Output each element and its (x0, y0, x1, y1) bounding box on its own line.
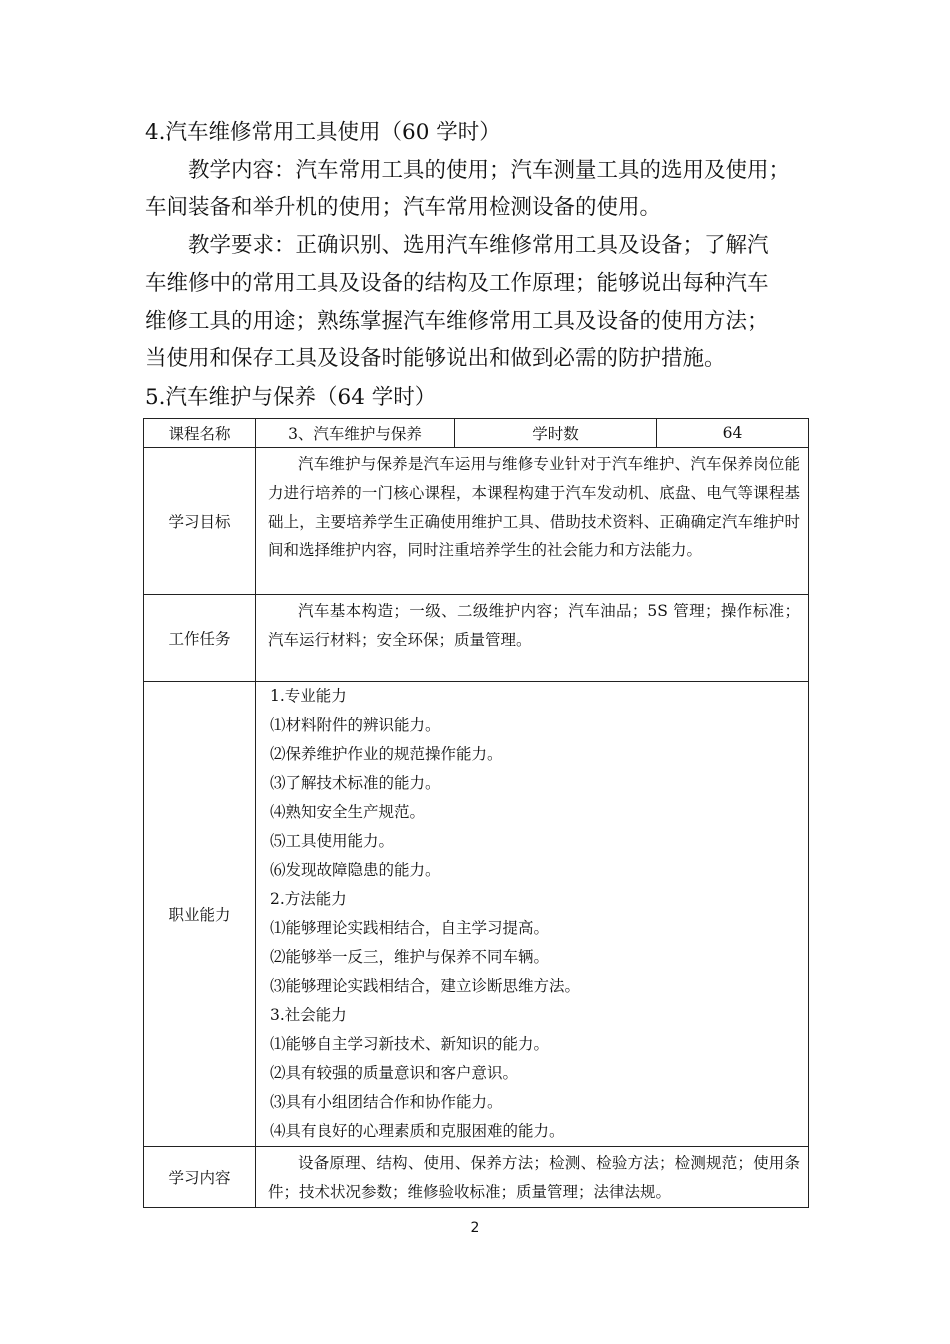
tasks-text: 汽车基本构造；一级、二级维护内容；汽车油品；5S 管理；操作标准；汽车运行材料；安全环保；质量管理。 (268, 602, 800, 649)
section-4-title: 4.汽车维修常用工具使用（60 学时） (145, 120, 501, 145)
section-4-requirement-line: 教学要求：正确识别、选用汽车维修常用工具及设备；了解汽 (188, 233, 769, 259)
objective-text: 汽车维护与保养是汽车运用与维修专业针对于汽车维护、汽车保养岗位能力进行培养的一门核心课程，本课程构建于汽车发动机、底盘、电气等课程基础上，主要培养学生正确使用维护工具、借助技术资料、正确确定汽车维护时间和选择维护内容，同时注重培养学生的社会能力和方法能力。 (268, 455, 800, 560)
list-item: ⑵具有较强的质量意识和客户意识。 (270, 1064, 519, 1082)
section-4-requirement-line: 维修工具的用途；熟练掌握汽车维修常用工具及设备的使用方法； (145, 308, 769, 334)
objective-label: 学习目标 (144, 448, 256, 595)
section-4-content-line: 车间装备和举升机的使用；汽车常用检测设备的使用。 (145, 195, 662, 221)
course-name-value: 3、汽车维护与保养 (256, 419, 455, 448)
content-label: 学习内容 (144, 1147, 256, 1208)
hours-label: 学时数 (455, 419, 657, 448)
abilities-row (144, 682, 809, 1147)
list-item: ⑴材料附件的辨识能力。 (270, 716, 441, 734)
course-table (143, 418, 809, 1208)
course-header-row (144, 419, 809, 448)
abilities-list (256, 682, 809, 1147)
hours-value: 64 (657, 419, 809, 448)
section-4-requirement-line: 当使用和保存工具及设备时能够说出和做到必需的防护措施。 (145, 346, 726, 372)
list-item: ⑶具有小组团结合作和协作能力。 (270, 1093, 503, 1111)
section-5-title: 5.汽车维护与保养（64 学时） (145, 385, 437, 410)
list-item: ⑷熟知安全生产规范。 (270, 803, 426, 821)
list-item: ⑸工具使用能力。 (270, 832, 395, 850)
list-item: ⑷具有良好的心理素质和克服困难的能力。 (270, 1122, 565, 1140)
tasks-row (144, 595, 809, 682)
content-text: 设备原理、结构、使用、保养方法；检测、检验方法；检测规范；使用条件；技术状况参数；维修验收标准；质量管理；法律法规。 (268, 1154, 800, 1201)
section-4-requirement-line: 车维修中的常用工具及设备的结构及工作原理；能够说出每种汽车 (145, 270, 769, 296)
abilities-label: 职业能力 (144, 682, 256, 1147)
list-item: ⑵能够举一反三，维护与保养不同车辆。 (270, 948, 550, 966)
section-4-content-line: 教学内容：汽车常用工具的使用；汽车测量工具的选用及使用； (188, 157, 791, 183)
list-item: ⑴能够理论实践相结合，自主学习提高。 (270, 919, 550, 937)
content-row (144, 1147, 809, 1208)
page-number: 2 (470, 1220, 480, 1236)
list-item: 3.社会能力 (270, 1006, 347, 1024)
list-item: ⑶了解技术标准的能力。 (270, 774, 441, 792)
list-item: ⑶能够理论实践相结合，建立诊断思维方法。 (270, 977, 581, 995)
list-item: 1.专业能力 (270, 687, 347, 705)
section-4 (145, 114, 815, 378)
list-item: 2.方法能力 (270, 890, 347, 908)
tasks-label: 工作任务 (144, 595, 256, 682)
objective-row (144, 448, 809, 595)
course-name-label: 课程名称 (144, 419, 256, 448)
list-item: ⑴能够自主学习新技术、新知识的能力。 (270, 1035, 550, 1053)
list-item: ⑵保养维护作业的规范操作能力。 (270, 745, 503, 763)
list-item: ⑹发现故障隐患的能力。 (270, 861, 441, 879)
